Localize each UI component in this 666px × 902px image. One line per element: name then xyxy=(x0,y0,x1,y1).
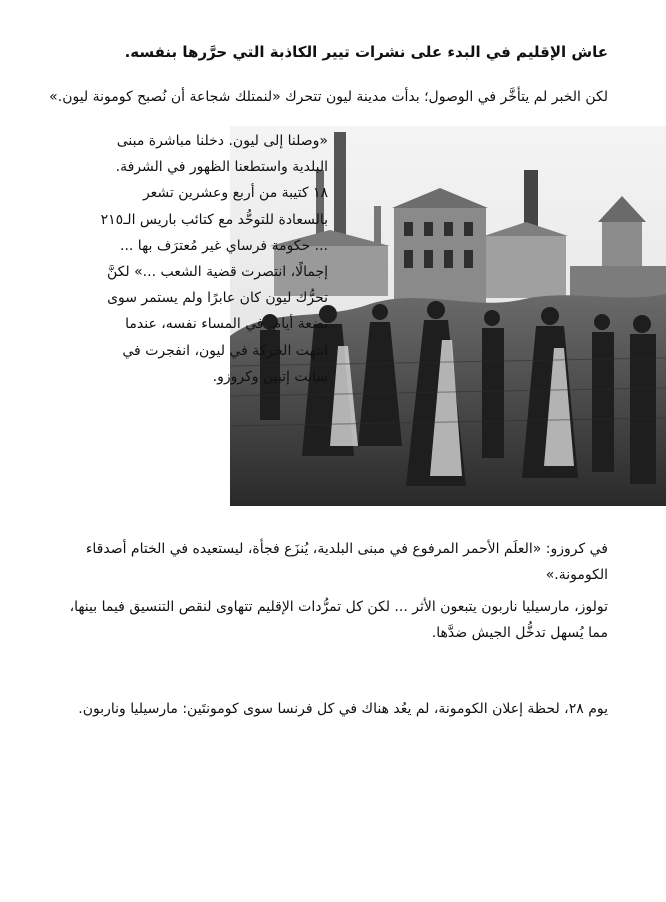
toulouse-paragraph: تولوز، مارسيليا ناربون يتبعون الأثر ... لكن كل تمرُّدات الإقليم تتهاوى لنقص التنسيق فيما بينها، مما يُسهل تدخُّل الجيش ضدَّها. xyxy=(69,599,608,641)
creusot-paragraph: في كروزو: «العلَم الأحمر المرفوع في مبنى البلدية، يُنزَع فجأة، ليستعيده في الختام أصدقاء الكومونة.» xyxy=(85,541,608,583)
lyon-quote: «وصلنا إلى ليون. دخلنا مباشرة مبنى البلدية واستطعنا الظهور في الشرفة. ١٨ كتيبة من أربع وعشرين تشعر بالسعادة للتوحُّد مع كتائب باريس الـ٢١٥ ... حكومة فرساي غير مُعترَف بها ... إجمالًا، انتصرت قضية الشعب ...» لكنَّ تحرُّك ليون كان عابرًا ولم يستمر سوى بضعة أيام. في المساء نفسه، عندما انتهت الحركة في ليون، انفجرت في سانت إتيين وكروزو. xyxy=(100,133,328,385)
intro-paragraph: لكن الخبر لم يتأخَّر في الوصول؛ بدأت مدينة ليون تتحرك «لنمتلك شجاعة أن نُصبح كومونة ليون.» xyxy=(49,89,608,105)
closing-paragraph: يوم ٢٨، لحظة إعلان الكومونة، لم يعُد هناك في كل فرنسا سوى كومونتَين: مارسيليا وناربون. xyxy=(78,701,608,717)
page-heading: عاش الإقليم في البدء على نشرات تيير الكاذبة التي حرَّرها بنفسه. xyxy=(124,43,608,61)
